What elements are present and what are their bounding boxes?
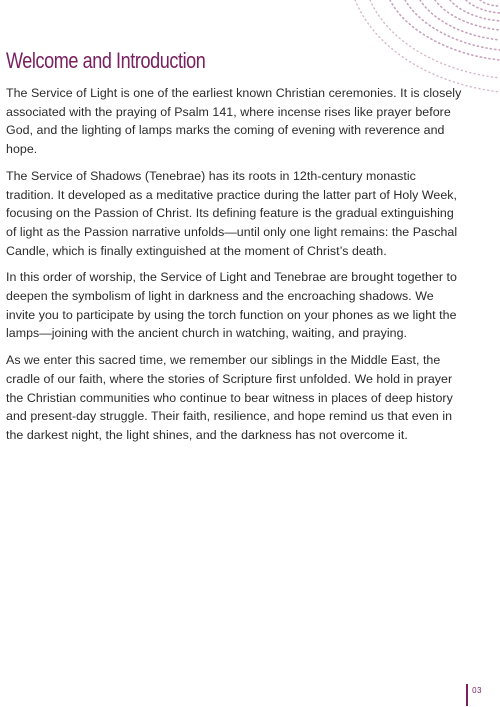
paragraph: The Service of Shadows (Tenebrae) has its roots in 12th-century monastic tradition. It developed as a meditative practice during the latter part of Holy Week, focusing on the Passion of Christ. Its defining feature is the gradual extinguishing of light as the Passion narrative unfolds—until only one light remains: the Paschal Candle, which is finally extinguished at the moment of Christ’s death. xyxy=(6,168,458,258)
page-number: 03 xyxy=(472,686,482,695)
paragraph: The Service of Light is one of the earliest known Christian ceremonies. It is closely associated with the praying of Psalm 141, where incense rises like prayer before God, and the lighting of lamps marks the coming of evening with reverence and hope. xyxy=(6,86,462,157)
page-title: Welcome and Introduction xyxy=(6,48,206,73)
paragraph: In this order of worship, the Service of Light and Tenebrae are brought together to deepen the symbolism of light in darkness and the encroaching shadows. We invite you to participate by using the torch function on your phones as we light the lamps—joining with the ancient church in watching, waiting, and praying. xyxy=(6,270,457,341)
page-number-divider xyxy=(466,684,468,706)
paragraph: As we enter this sacred time, we remember our siblings in the Middle East, the cradle of our faith, where the stories of Scripture first unfolded. We hold in prayer the Christian communities who continue to bear witness in places of deep history and present-day struggle. Their faith, resilience, and hope remind us that even in the darkest night, the light shines, and the darkness has not overcome it. xyxy=(6,353,453,442)
decorative-dotted-arcs xyxy=(330,0,500,95)
body-text xyxy=(6,84,462,453)
